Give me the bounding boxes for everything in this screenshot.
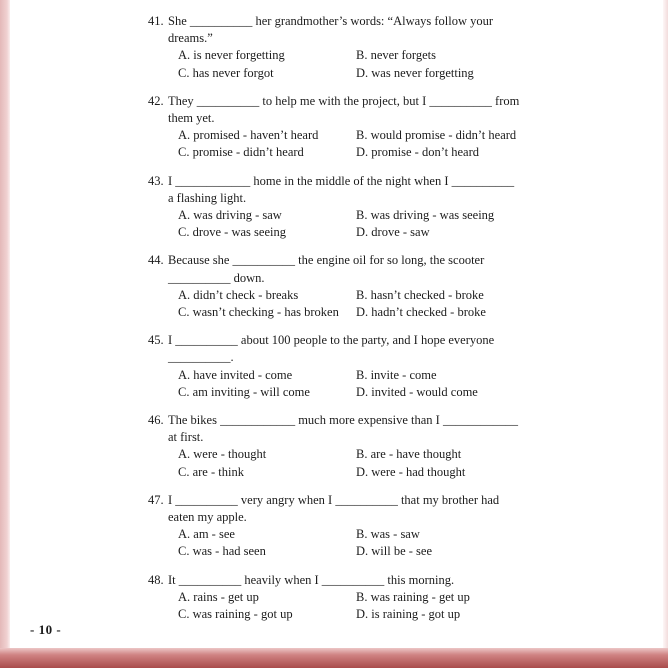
question-line: I __________ about 100 people to the party, and I hope everyone (168, 333, 495, 348)
question-line: __________. (168, 350, 234, 365)
question-line: them yet. (168, 111, 215, 126)
options-grid (178, 526, 548, 560)
question-text (168, 93, 548, 127)
options-grid (178, 589, 548, 623)
question-number: 44. (148, 253, 164, 268)
answer-option: A. promised - haven’t heard (178, 128, 319, 143)
bottom-border (0, 648, 668, 668)
question-text (168, 252, 548, 286)
answer-option: C. has never forgot (178, 65, 274, 80)
question-text (168, 13, 548, 47)
question-list (148, 13, 548, 634)
answer-option: D. promise - don’t heard (356, 145, 480, 160)
answer-option: C. am inviting - will come (178, 384, 310, 399)
options-grid (178, 287, 548, 321)
question-number: 43. (148, 173, 164, 188)
question-block (148, 13, 548, 82)
options-grid (178, 367, 548, 401)
answer-option: C. was - had seen (178, 544, 266, 559)
question-block (148, 93, 548, 162)
question-line: I __________ very angry when I __________ that my brother had (168, 492, 500, 507)
left-border (0, 0, 10, 668)
options-grid (178, 47, 548, 81)
answer-option: D. was never forgetting (356, 65, 474, 80)
answer-option: D. will be - see (356, 544, 433, 559)
answer-option: D. were - had thought (356, 464, 466, 479)
question-text (168, 492, 548, 526)
answer-option: B. are - have thought (356, 447, 462, 462)
question-line: at first. (168, 430, 204, 445)
answer-option: A. rains - get up (178, 589, 259, 604)
answer-option: D. invited - would come (356, 384, 478, 399)
question-number: 48. (148, 572, 164, 587)
answer-option: B. would promise - didn’t heard (356, 128, 517, 143)
answer-option: A. am - see (178, 527, 235, 542)
answer-option: C. drove - was seeing (178, 225, 286, 240)
question-block (148, 332, 548, 401)
question-line: They __________ to help me with the project, but I __________ from (168, 93, 520, 108)
answer-option: D. is raining - got up (356, 607, 461, 622)
answer-option: A. was driving - saw (178, 208, 282, 223)
answer-option: C. are - think (178, 464, 244, 479)
answer-option: B. was raining - get up (356, 589, 470, 604)
answer-option: D. hadn’t checked - broke (356, 305, 486, 320)
question-line: eaten my apple. (168, 510, 247, 525)
question-block (148, 252, 548, 321)
answer-option: B. never forgets (356, 48, 436, 63)
question-text (168, 173, 548, 207)
answer-option: B. invite - come (356, 367, 437, 382)
question-line: a flashing light. (168, 190, 247, 205)
page-number: - 10 - (30, 622, 62, 637)
question-number: 47. (148, 492, 164, 507)
question-text (168, 572, 548, 589)
options-grid (178, 207, 548, 241)
question-block (148, 492, 548, 561)
right-border (663, 0, 668, 668)
answer-option: C. was raining - got up (178, 607, 293, 622)
answer-option: C. wasn’t checking - has broken (178, 305, 339, 320)
answer-option: B. was - saw (356, 527, 420, 542)
question-block (148, 572, 548, 624)
answer-option: A. have invited - come (178, 367, 293, 382)
question-line: The bikes ____________ much more expensive than I ____________ (168, 413, 518, 428)
answer-option: A. is never forgetting (178, 48, 285, 63)
answer-option: B. hasn’t checked - broke (356, 287, 484, 302)
question-line: Because she __________ the engine oil for so long, the scooter (168, 253, 485, 268)
question-block (148, 173, 548, 242)
question-text (168, 332, 548, 366)
question-number: 45. (148, 333, 164, 348)
question-line: dreams.” (168, 31, 213, 46)
question-number: 41. (148, 14, 164, 28)
answer-option: B. was driving - was seeing (356, 208, 495, 223)
answer-option: A. didn’t check - breaks (178, 287, 299, 302)
question-line: __________ down. (168, 270, 265, 285)
question-block (148, 412, 548, 481)
question-line: She __________ her grandmother’s words: “Always follow your (168, 14, 494, 28)
question-text (168, 412, 548, 446)
answer-option: A. were - thought (178, 447, 267, 462)
answer-option: D. drove - saw (356, 225, 430, 240)
question-line: I ____________ home in the middle of the night when I __________ (168, 173, 515, 188)
question-number: 42. (148, 93, 164, 108)
answer-option: C. promise - didn’t heard (178, 145, 304, 160)
options-grid (178, 127, 548, 161)
question-number: 46. (148, 413, 164, 428)
question-line: It __________ heavily when I __________ this morning. (168, 572, 455, 587)
options-grid (178, 446, 548, 480)
